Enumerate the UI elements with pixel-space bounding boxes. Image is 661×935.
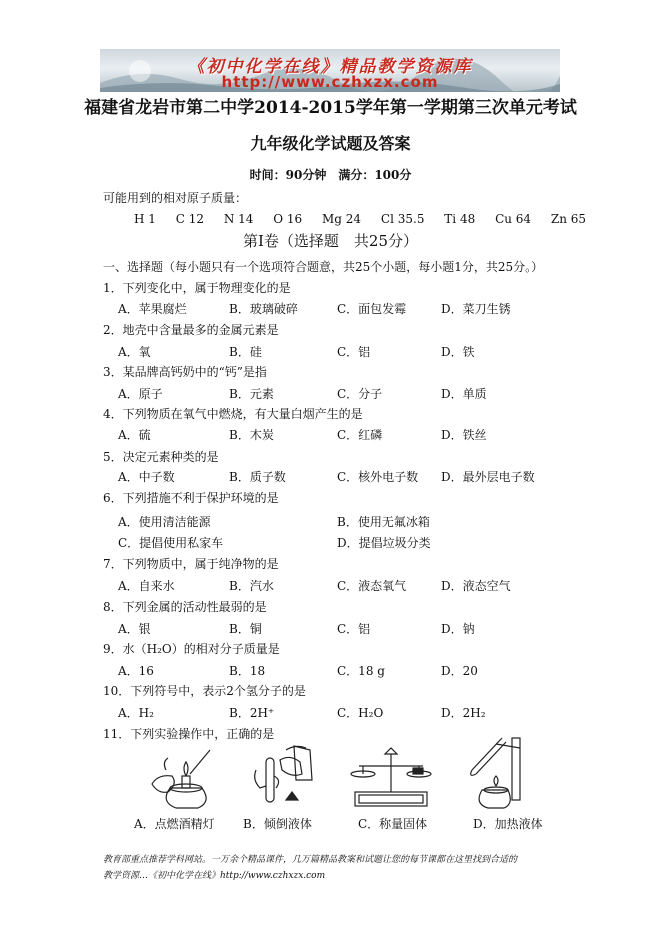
option-d: D．单质 bbox=[441, 387, 487, 401]
option-d: D．提倡垃圾分类 bbox=[337, 536, 431, 550]
atomic-mass-item: Mg 24 bbox=[322, 212, 362, 226]
option-c: C．分子 bbox=[337, 387, 383, 401]
atomic-mass-list bbox=[134, 212, 602, 226]
question-stem: 2．地壳中含量最多的金属元素是 bbox=[103, 323, 279, 337]
question-stem: 6．下列措施不利于保护环境的是 bbox=[103, 491, 279, 505]
option-d: D．铁丝 bbox=[441, 428, 487, 442]
option-d: D．菜刀生锈 bbox=[441, 302, 511, 316]
heating-liquid-illustration bbox=[462, 734, 538, 812]
time-score-line: 时间：90分钟 满分：100分 bbox=[249, 168, 412, 182]
option-c: C．液态氧气 bbox=[337, 579, 407, 593]
atomic-mass-item: H 1 bbox=[134, 212, 156, 226]
option-d: D．铁 bbox=[441, 345, 475, 359]
option-a: A．苹果腐烂 bbox=[118, 302, 187, 316]
atomic-mass-item: C 12 bbox=[175, 212, 205, 226]
option-c: C．红磷 bbox=[337, 428, 383, 442]
option-d: D．2H₂ bbox=[441, 706, 486, 720]
option-a: A．中子数 bbox=[118, 470, 175, 484]
question-stem: 8．下列金属的活动性最弱的是 bbox=[103, 600, 267, 614]
atomic-mass-item: O 16 bbox=[273, 212, 303, 226]
atomic-mass-item: Ti 48 bbox=[444, 212, 476, 226]
section-instruction: 一、选择题（每小题只有一个选项符合题意，共25个小题，每小题1分，共25分。） bbox=[103, 260, 544, 274]
option-c: C．面包发霉 bbox=[337, 302, 407, 316]
question-stem: 10．下列符号中，表示2个氢分子的是 bbox=[103, 684, 306, 698]
option-c: C．提倡使用私家车 bbox=[118, 536, 224, 550]
option-d: D．最外层电子数 bbox=[441, 470, 535, 484]
option-c: C．铝 bbox=[337, 622, 371, 636]
alcohol-lamp-lighting-illustration bbox=[148, 744, 218, 812]
option-a: A．氧 bbox=[118, 345, 151, 359]
option-d: D．20 bbox=[441, 664, 478, 678]
option-c: C．H₂O bbox=[337, 706, 384, 720]
option-c: C．核外电子数 bbox=[337, 470, 419, 484]
question-stem: 11．下列实验操作中，正确的是 bbox=[103, 727, 275, 741]
question-stem: 7．下列物质中，属于纯净物的是 bbox=[103, 557, 279, 571]
option-b: B．18 bbox=[229, 664, 266, 678]
atomic-mass-label: 可能用到的相对原子质量： bbox=[103, 191, 248, 205]
question-stem: 3．某品牌高钙奶中的“钙”是指 bbox=[103, 365, 267, 379]
footer-promo-line-2[interactable]: 教学资源…《初中化学在线》http://www.czhxzx.com bbox=[103, 871, 326, 881]
section-title: 第Ⅰ卷（选择题 共25分） bbox=[242, 232, 418, 250]
option-b: B．2H⁺ bbox=[229, 706, 275, 720]
option-c: C．18 g bbox=[337, 664, 385, 678]
atomic-mass-item: Cl 35.5 bbox=[380, 212, 425, 226]
option-b: B．木炭 bbox=[229, 428, 274, 442]
atomic-mass-item: Zn 65 bbox=[550, 212, 587, 226]
footer-promo-line-1: 教育部重点推荐学科网站。一万余个精品课件，几万篇精品教案和试题让您的每节课都在这里找到合适的 bbox=[103, 855, 518, 865]
exam-subtitle: 九年级化学试题及答案 bbox=[250, 134, 411, 153]
option-d: D．液态空气 bbox=[441, 579, 511, 593]
question-stem: 5．决定元素种类的是 bbox=[103, 450, 219, 464]
question-stem: 4．下列物质在氧气中燃烧，有大量白烟产生的是 bbox=[103, 407, 363, 421]
option-d: D．加热液体 bbox=[473, 817, 543, 831]
option-a: A．自来水 bbox=[118, 579, 175, 593]
pouring-liquid-illustration bbox=[246, 740, 326, 812]
banner-title: 《初中化学在线》精品教学资源库 bbox=[187, 57, 473, 77]
banner-url[interactable]: http://www.czhxzx.com bbox=[221, 73, 439, 91]
header-banner bbox=[100, 49, 560, 92]
option-b: B．硅 bbox=[229, 345, 262, 359]
option-a: A．银 bbox=[118, 622, 151, 636]
option-a: A．点燃酒精灯 bbox=[134, 817, 215, 831]
option-c: C．铝 bbox=[337, 345, 371, 359]
option-b: B．汽水 bbox=[229, 579, 274, 593]
question-stem: 9．水（H₂O）的相对分子质量是 bbox=[103, 642, 280, 656]
question-stem: 1．下列变化中，属于物理变化的是 bbox=[103, 281, 291, 295]
option-a: A．原子 bbox=[118, 387, 163, 401]
option-b: B．玻璃破碎 bbox=[229, 302, 298, 316]
option-b: B．使用无氟冰箱 bbox=[337, 515, 430, 529]
option-b: B．元素 bbox=[229, 387, 274, 401]
option-d: D．钠 bbox=[441, 622, 475, 636]
option-b: B．质子数 bbox=[229, 470, 286, 484]
option-a: A．H₂ bbox=[118, 706, 154, 720]
option-a: A．硫 bbox=[118, 428, 151, 442]
option-a: A．16 bbox=[118, 664, 154, 678]
atomic-mass-item: Cu 64 bbox=[495, 212, 532, 226]
option-b: B．铜 bbox=[229, 622, 262, 636]
option-a: A．使用清洁能源 bbox=[118, 515, 211, 529]
option-b: B．倾倒液体 bbox=[243, 817, 312, 831]
exam-title: 福建省龙岩市第二中学2014-2015学年第一学期第三次单元考试 bbox=[84, 98, 577, 118]
option-c: C．称量固体 bbox=[358, 817, 428, 831]
balance-weighing-illustration bbox=[345, 744, 437, 812]
atomic-mass-item: N 14 bbox=[223, 212, 254, 226]
